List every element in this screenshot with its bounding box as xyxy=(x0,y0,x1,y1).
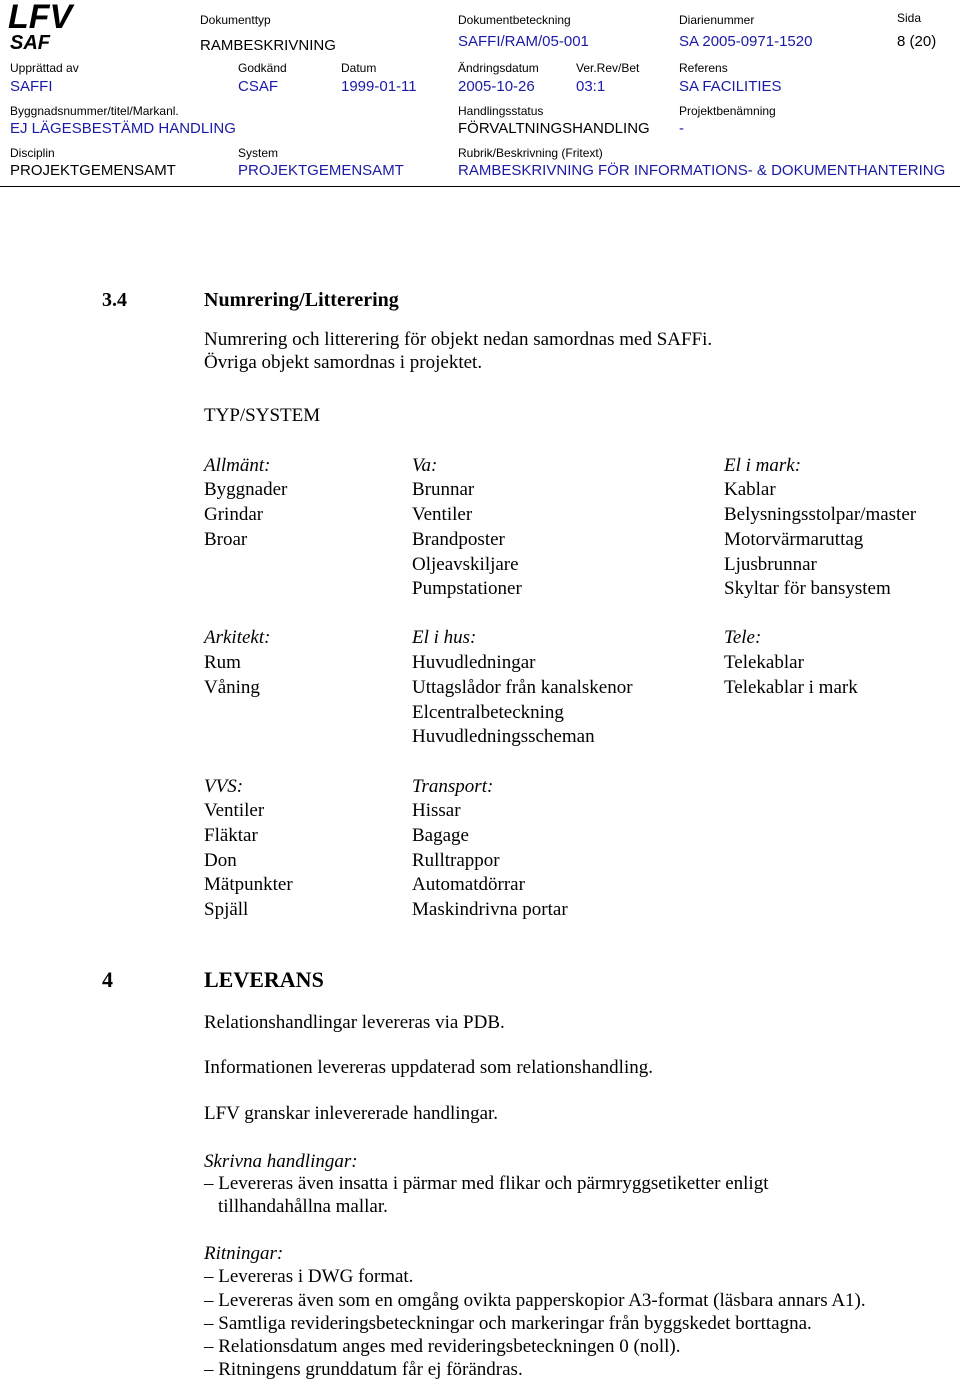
ritningar-heading: Ritningar: xyxy=(204,1243,284,1264)
list-item: Hissar xyxy=(412,800,461,821)
leverans-paragraph-1: Relationshandlingar levereras via PDB. xyxy=(204,1012,505,1033)
typ-system-heading: TYP/SYSTEM xyxy=(204,405,321,426)
section-4-title: LEVERANS xyxy=(204,967,324,992)
list-item: Oljeavskiljare xyxy=(412,554,519,575)
saf-logo: SAF xyxy=(10,32,50,54)
list-item: Fläktar xyxy=(204,825,258,846)
list-item: Telekablar xyxy=(724,652,804,673)
list-item: Huvudledningsscheman xyxy=(412,726,595,747)
list-item: Byggnader xyxy=(204,479,288,500)
list-item: Ljusbrunnar xyxy=(724,554,817,575)
list-item: Automatdörrar xyxy=(412,874,525,895)
rubrik-value: RAMBESKRIVNING FÖR INFORMATIONS- & DOKUMENTHANTERING xyxy=(458,162,946,179)
disciplin-label: Disciplin xyxy=(10,146,55,160)
group-heading-tele: Tele: xyxy=(724,627,762,648)
ritningar-item: – Samtliga revideringsbeteckningar och markeringar från byggskedet borttagna. xyxy=(204,1313,812,1335)
section-title: Numrering/Litterering xyxy=(204,289,399,311)
list-item: Belysningsstolpar/master xyxy=(724,504,917,525)
list-item: Bagage xyxy=(412,825,469,846)
lfv-logo: LFV xyxy=(8,0,73,36)
list-item: Skyltar för bansystem xyxy=(724,578,891,599)
group-heading-allmant: Allmänt: xyxy=(204,455,271,476)
godkand-value: CSAF xyxy=(238,78,279,95)
referens-label: Referens xyxy=(679,61,728,75)
list-item: Ventiler xyxy=(204,800,265,821)
list-item: Brunnar xyxy=(412,479,475,500)
group-heading-transport: Transport: xyxy=(412,776,494,797)
referens-value: SA FACILITIES xyxy=(679,78,782,95)
system-value: PROJEKTGEMENSAMT xyxy=(238,162,404,179)
list-item: Spjäll xyxy=(204,899,249,920)
list-item: Mätpunkter xyxy=(204,874,293,895)
andringsdatum-value: 2005-10-26 xyxy=(458,78,535,95)
datum-value: 1999-01-11 xyxy=(341,78,417,95)
group-heading-va: Va: xyxy=(412,455,438,476)
skrivna-heading: Skrivna handlingar: xyxy=(204,1151,358,1172)
verrev-label: Ver.Rev/Bet xyxy=(576,61,640,75)
dokumenttyp-label: Dokumenttyp xyxy=(200,13,271,27)
handlingsstatus-label: Handlingsstatus xyxy=(458,104,544,118)
list-item: Uttagslådor från kanalskenor xyxy=(412,677,633,698)
list-item: Motorvärmaruttag xyxy=(724,529,864,550)
projektbenamning-value: - xyxy=(679,120,684,137)
sida-label: Sida xyxy=(897,11,922,25)
header-divider xyxy=(0,186,960,187)
ritningar-item: – Relationsdatum anges med revideringsbeteckningen 0 (noll). xyxy=(204,1336,680,1358)
skrivna-item-line-1: – Levereras även insatta i pärmar med flikar och pärmryggsetiketter enligt xyxy=(204,1173,769,1195)
list-item: Maskindrivna portar xyxy=(412,899,568,920)
group-heading-el-mark: El i mark: xyxy=(724,455,802,476)
ritningar-item: – Levereras i DWG format. xyxy=(204,1266,413,1288)
intro-line-1: Numrering och litterering för objekt nedan samordnas med SAFFi. xyxy=(204,329,713,350)
handlingsstatus-value: FÖRVALTNINGSHANDLING xyxy=(458,120,650,137)
ritningar-item: – Levereras även som en omgång ovikta papperskopior A3-format (läsbara annars A1). xyxy=(204,1290,866,1312)
upprattad-label: Upprättad av xyxy=(10,61,79,75)
dokumenttyp-value: RAMBESKRIVNING xyxy=(200,37,336,54)
rubrik-label: Rubrik/Beskrivning (Fritext) xyxy=(458,146,603,160)
leverans-paragraph-3: LFV granskar inlevererade handlingar. xyxy=(204,1103,499,1124)
skrivna-item-line-2: tillhandahållna mallar. xyxy=(218,1196,388,1217)
group-heading-arkitekt: Arkitekt: xyxy=(204,627,271,648)
list-item: Kablar xyxy=(724,479,776,500)
projektbenamning-label: Projektbenämning xyxy=(679,104,776,118)
byggnad-label: Byggnadsnummer/titel/Markanl. xyxy=(10,104,179,118)
diarienummer-value: SA 2005-0971-1520 xyxy=(679,33,813,50)
list-item: Våning xyxy=(204,677,260,698)
sida-value: 8 (20) xyxy=(897,33,937,50)
diarienummer-label: Diarienummer xyxy=(679,13,755,27)
list-item: Telekablar i mark xyxy=(724,677,858,698)
upprattad-value: SAFFI xyxy=(10,78,53,95)
list-item: Grindar xyxy=(204,504,264,525)
section-number: 3.4 xyxy=(102,289,127,311)
list-item: Rum xyxy=(204,652,241,673)
intro-line-2: Övriga objekt samordnas i projektet. xyxy=(204,352,483,373)
godkand-label: Godkänd xyxy=(238,61,287,75)
section-4-number: 4 xyxy=(102,967,113,992)
list-item: Broar xyxy=(204,529,248,550)
verrev-value: 03:1 xyxy=(576,78,606,95)
list-item: Elcentralbeteckning xyxy=(412,702,564,723)
group-heading-vvs: VVS: xyxy=(204,776,244,797)
byggnad-value: EJ LÄGESBESTÄMD HANDLING xyxy=(10,120,236,137)
list-item: Ventiler xyxy=(412,504,473,525)
system-label: System xyxy=(238,146,279,160)
list-item: Pumpstationer xyxy=(412,578,522,599)
datum-label: Datum xyxy=(341,61,377,75)
ritningar-item: – Ritningens grunddatum får ej förändras. xyxy=(204,1359,523,1381)
list-item: Rulltrappor xyxy=(412,850,500,871)
list-item: Brandposter xyxy=(412,529,505,550)
list-item: Don xyxy=(204,850,237,871)
disciplin-value: PROJEKTGEMENSAMT xyxy=(10,162,176,179)
andringsdatum-label: Ändringsdatum xyxy=(458,61,539,75)
dokumentbeteckning-label: Dokumentbeteckning xyxy=(458,13,571,27)
group-heading-el-hus: El i hus: xyxy=(412,627,477,648)
dokumentbeteckning-value: SAFFI/RAM/05-001 xyxy=(458,33,589,50)
leverans-paragraph-2: Informationen levereras uppdaterad som relationshandling. xyxy=(204,1057,653,1078)
list-item: Huvudledningar xyxy=(412,652,536,673)
